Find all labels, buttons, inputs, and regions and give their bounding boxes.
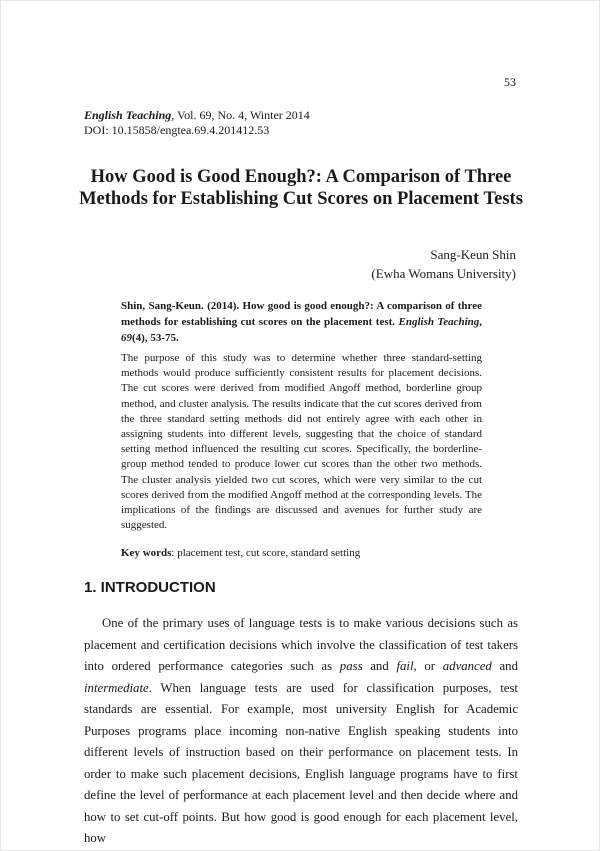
keywords [121, 546, 482, 561]
section-heading: 1. INTRODUCTION [84, 579, 216, 596]
title-line-2: Methods for Establishing Cut Scores on Placement Tests [79, 189, 523, 209]
abstract-block [121, 298, 482, 561]
citation-rest: (4), 53-75. [132, 332, 179, 344]
intro-text-2: . When language tests are used for classification purposes, test standards are essential. For example, most university English for Academic Purposes programs place incoming non-native English speaking students into different levels of instruction based on their performance on placement tests. In order to make such placement decisions, English language programs have to first define the level of performance at each placement level and then decide where and how to set cut-off points. But how good is good enough for each placement level, how [84, 680, 518, 845]
intro-paragraph [84, 613, 518, 850]
keywords-text: : placement test, cut score, standard setting [171, 547, 361, 560]
citation-sep: , [479, 316, 482, 328]
paper-title [61, 166, 541, 210]
term-fail: fail [396, 659, 414, 673]
doi: DOI: 10.15858/engtea.69.4.201412.53 [84, 123, 270, 137]
citation-lead: Shin, Sang-Keun. (2014). How good is good enough?: A comparison of three methods for establishing cut scores on the placement test. [121, 300, 482, 328]
title-line-1: How Good is Good Enough?: A Comparison of Three [90, 167, 512, 187]
author-name: Sang-Keun Shin [430, 247, 516, 262]
citation-journal: English Teaching [398, 316, 480, 328]
term-pass: pass [339, 659, 363, 673]
author-block [371, 245, 516, 283]
intro-and-2: and [491, 659, 518, 673]
intro-and-1: and [362, 659, 397, 673]
intro-text-1: One of the primary uses of language tests is to make various decisions such as placement and certification decisions which involve the classification of test takers into ordered performance categories such as [84, 616, 518, 673]
journal-citation-line [84, 108, 310, 123]
journal-name: English Teaching [84, 108, 172, 122]
term-intermediate: intermediate [84, 680, 149, 695]
term-advanced: advanced [442, 659, 492, 673]
author-affiliation: (Ewha Womans University) [371, 266, 516, 281]
intro-or: , or [413, 659, 443, 673]
journal-details: , Vol. 69, No. 4, Winter 2014 [171, 108, 310, 122]
journal-info [84, 108, 310, 138]
abstract-text: The purpose of this study was to determine whether three standard-setting methods would produce sufficiently consistent results for placement decisions. The cut scores were derived from modified Angoff method, borderline group method, and cluster analysis. The results indicate that the cut scores derived from the three standard setting methods did not entirely agree with each other in assigning students into different levels, suggesting that the choice of standard setting method influenced the resulting cut scores. Specifically, the borderline-group method tended to produce lower cut scores than the other two methods. The cluster analysis yielded two cut scores, which were very similar to the cut scores derived from the modified Angoff method at the corresponding levels. The implications of the findings are discussed and avenues for further study are suggested. [121, 352, 482, 532]
body-text [84, 613, 518, 850]
keywords-label: Key words [121, 547, 172, 560]
page-number: 53 [504, 75, 516, 89]
citation-volume: 69 [121, 332, 132, 344]
article-citation [121, 298, 482, 346]
